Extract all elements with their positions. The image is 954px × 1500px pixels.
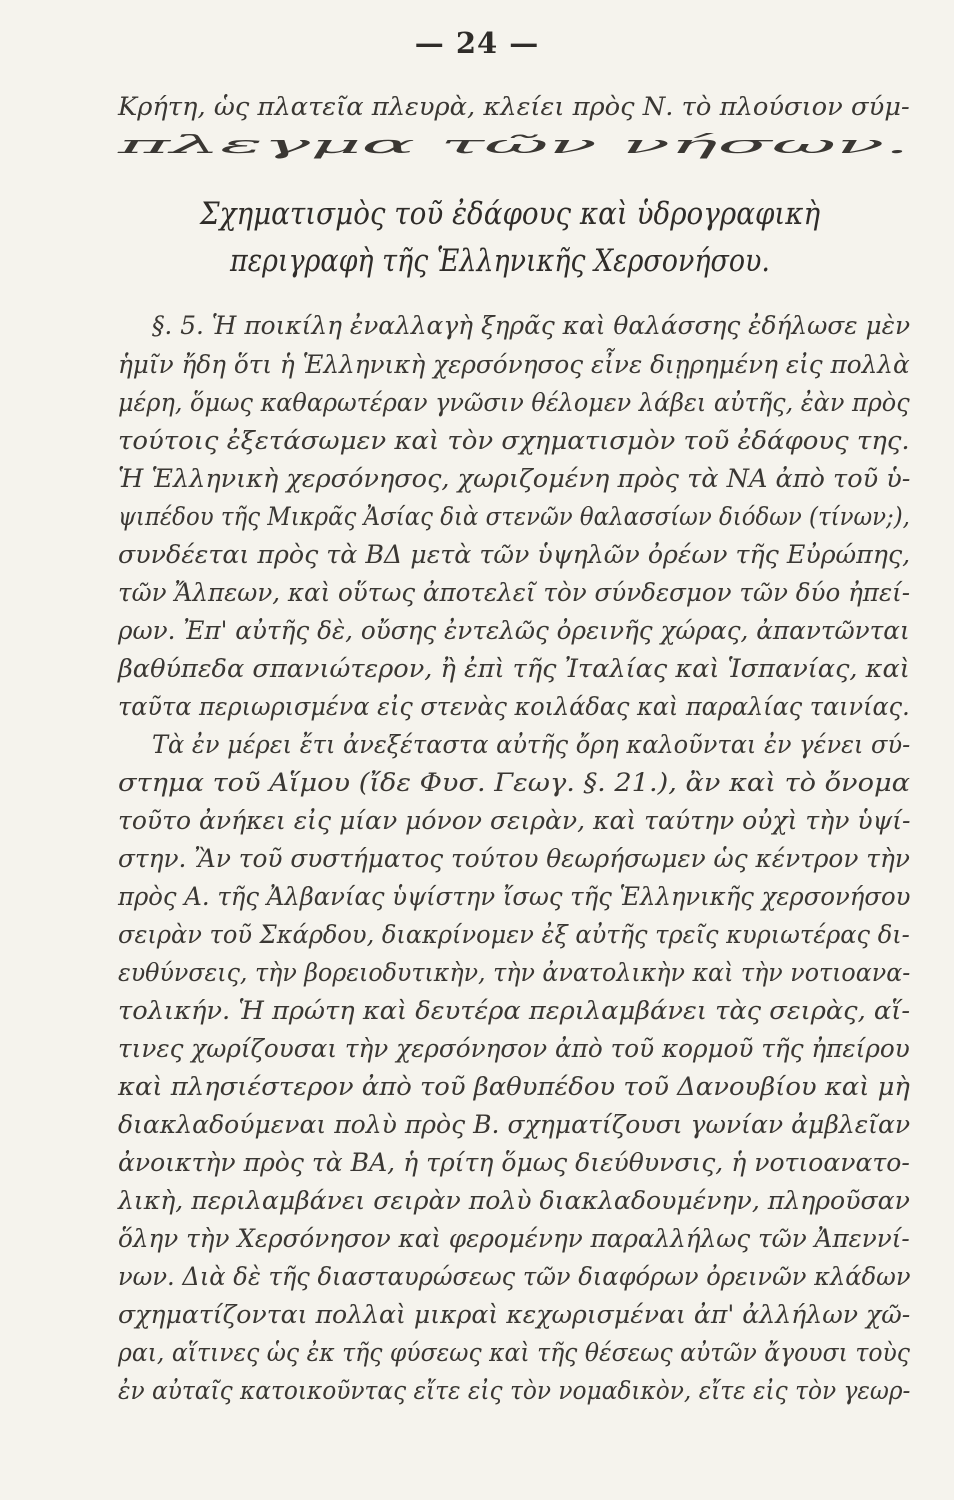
text-line: πρὸς Α. τῆς Ἀλβανίας ὑψίστην ἴσως τῆς Ἑλληνικῆς χερσονήσου <box>118 882 911 911</box>
text-line: Κρήτη, ὡς πλατεῖα πλευρὰ, κλείει πρὸς Ν. τὸ πλούσιον σύμ- <box>118 92 910 121</box>
text-line: σχηματίζονται πολλαὶ μικραὶ κεχωρισμέναι ἀπ' ἀλλήλων χῶ- <box>118 1300 911 1329</box>
text-line: ἡμῖν ἤδη ὅτι ἡ Ἑλληνικὴ χερσόνησος εἶνε διῃρημένη εἰς πολλὰ <box>118 350 910 379</box>
text-line: τοῦτο ἀνήκει εἰς μίαν μόνον σειρὰν, καὶ ταύτην οὐχὶ τὴν ὑψί- <box>118 806 911 835</box>
text-line: ψιπέδου τῆς Μικρᾶς Ἀσίας διὰ στενῶν θαλασσίων διόδων (τίνων;), <box>118 502 910 531</box>
text-line: ἀνοικτὴν πρὸς τὰ ΒΑ, ἡ τρίτη ὅμως διεύθυνσις, ἡ νοτιοανατο- <box>118 1148 910 1177</box>
text-line: ὅλην τὴν Χερσόνησον καὶ φερομένην παραλλήλως τῶν Ἀπεννί- <box>118 1224 910 1253</box>
text-line: νων. Διὰ δὲ τῆς διασταυρώσεως τῶν διαφόρων ὀρεινῶν κλάδων <box>118 1262 911 1291</box>
text-line: §. 5. Ἡ ποικίλη ἐναλλαγὴ ξηρᾶς καὶ θαλάσσης ἐδήλωσε μὲν <box>152 311 911 340</box>
text-line: στην. Ἂν τοῦ συστήματος τούτου θεωρήσωμεν ὡς κέντρον τὴν <box>118 844 910 873</box>
text-line: ἐν αὐταῖς κατοικοῦντας εἴτε εἰς τὸν νομαδικὸν, εἴτε εἰς τὸν γεωρ- <box>118 1376 911 1405</box>
text-line: ραι, αἵτινες ὡς ἐκ τῆς φύσεως καὶ τῆς θέσεως αὐτῶν ἄγουσι τοὺς <box>118 1338 910 1367</box>
text-line: Ἡ Ἑλληνικὴ χερσόνησος, χωριζομένη πρὸς τὰ ΝΑ ἀπὸ τοῦ ὑ- <box>118 464 911 493</box>
text-line: συνδέεται πρὸς τὰ ΒΔ μετὰ τῶν ὑψηλῶν ὀρέων τῆς Εὐρώπης, <box>118 540 911 569</box>
text-line: Τὰ ἐν μέρει ἔτι ἀνεξέταστα αὐτῆς ὄρη καλοῦνται ἐν γένει σύ- <box>152 730 911 759</box>
text-line: ρων. Ἐπ' αὐτῆς δὲ, οὔσης ἐντελῶς ὀρεινῆς χώρας, ἀπαντῶνται <box>118 616 910 645</box>
section-heading: Σχηματισμὸς τοῦ ἐδάφους καὶ ὑδρογραφικὴ <box>200 196 821 232</box>
text-line: πλεγμα τῶν νήσων. <box>118 130 910 159</box>
text-line: λικὴ, περιλαμβάνει σειρὰν πολὺ διακλαδουμένην, πληροῦσαν <box>118 1186 910 1215</box>
text-line: στημα τοῦ Αἵμου (ἴδε Φυσ. Γεωγ. §. 21.), ἂν καὶ τὸ ὄνομα <box>118 768 910 797</box>
text-line: σειρὰν τοῦ Σκάρδου, διακρίνομεν ἐξ αὐτῆς τρεῖς κυριωτέρας δι- <box>118 920 910 949</box>
text-line: μέρη, ὅμως καθαρωτέραν γνῶσιν θέλομεν λάβει αὐτῆς, ἐὰν πρὸς <box>118 388 910 417</box>
text-line: καὶ πλησιέστερον ἀπὸ τοῦ βαθυπέδου τοῦ Δανουβίου καὶ μὴ <box>118 1072 910 1101</box>
text-line: τούτοις ἐξετάσωμεν καὶ τὸν σχηματισμὸν τοῦ ἐδάφους της. <box>118 426 910 455</box>
text-line: βαθύπεδα σπανιώτερον, ἢ ἐπὶ τῆς Ἰταλίας καὶ Ἱσπανίας, καὶ <box>118 654 910 683</box>
text-line: ταῦτα περιωρισμένα εἰς στενὰς κοιλάδας καὶ παραλίας ταινίας. <box>118 692 910 721</box>
text-line: τῶν Ἄλπεων, καὶ οὕτως ἀποτελεῖ τὸν σύνδεσμον τῶν δύο ἠπεί- <box>118 578 911 607</box>
page-number: — 24 — <box>414 26 540 60</box>
section-heading: περιγραφὴ τῆς Ἑλληνικῆς Χερσονήσου. <box>230 243 770 279</box>
text-line: ευθύνσεις, τὴν βορειοδυτικὴν, τὴν ἀνατολικὴν καὶ τὴν νοτιοανα- <box>118 958 911 987</box>
text-line: διακλαδούμεναι πολὺ πρὸς Β. σχηματίζουσι γωνίαν ἀμβλεῖαν <box>118 1110 911 1139</box>
text-line: τινες χωρίζουσαι τὴν χερσόνησον ἀπὸ τοῦ κορμοῦ τῆς ἠπείρου <box>118 1034 910 1063</box>
text-line: τολικήν. Ἡ πρώτη καὶ δευτέρα περιλαμβάνει τὰς σειρὰς, αἵ- <box>118 996 911 1025</box>
